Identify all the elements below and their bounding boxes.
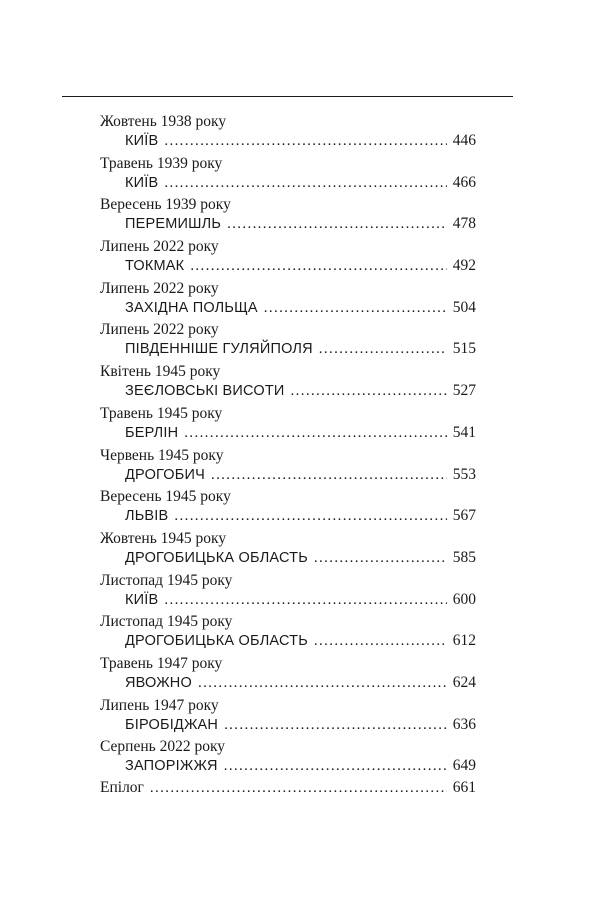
toc-entry-page: 567 [452,507,476,525]
toc-entry[interactable] [100,154,476,196]
leader-dots [264,298,447,318]
toc-entry-date: Липень 2022 року [100,321,219,339]
table-of-contents [100,112,476,799]
toc-entry[interactable] [100,362,476,404]
leader-dots [174,506,446,526]
toc-entry-date: Вересень 1945 року [100,488,231,506]
toc-entry-line [125,756,476,776]
toc-entry-date: Вересень 1939 року [100,196,231,214]
leader-dots [184,423,446,443]
toc-entry-line [125,715,476,735]
toc-entry-date: Червень 1945 року [100,446,224,464]
toc-entry-date: Серпень 2022 року [100,738,226,756]
leader-dots [164,131,446,151]
leader-dots [314,631,447,651]
toc-epilogue-page: 661 [452,779,476,796]
toc-entry-place: ЯВОЖНО [125,674,192,691]
toc-entry-line [125,381,476,401]
toc-entry-line [125,423,476,443]
toc-entry-page: 478 [452,215,476,233]
toc-entry-place: БІРОБІДЖАН [125,716,219,733]
leader-dots [227,214,447,234]
toc-entry[interactable] [100,404,476,446]
toc-entry-date: Жовтень 1938 року [100,113,227,130]
leader-dots [190,256,446,276]
toc-entry-page: 624 [452,673,476,691]
toc-entry-place: ДРОГОБИЦЬКА ОБЛАСТЬ [125,549,308,566]
toc-entry-line [125,339,476,359]
toc-entry-place: ПЕРЕМИШЛЬ [125,216,222,233]
toc-entry-date: Листопад 1945 року [100,613,233,631]
leader-dots [224,715,447,735]
leader-dots [198,673,447,693]
toc-entry-page: 527 [452,382,476,400]
toc-epilogue-label: Епілог [100,779,144,796]
toc-entry-place: ЗАХІДНА ПОЛЬЩА [125,299,258,316]
toc-entry[interactable] [100,195,476,237]
toc-entry-line [125,214,476,234]
toc-entry-page: 649 [452,757,476,775]
toc-entry-page: 515 [452,340,476,358]
toc-entry-place: ДРОГОБИЦЬКА ОБЛАСТЬ [125,633,308,650]
toc-entry[interactable] [100,487,476,529]
toc-entry[interactable] [100,696,476,738]
toc-entry[interactable] [100,571,476,613]
toc-entry[interactable] [100,237,476,279]
toc-entry-date: Липень 2022 року [100,279,219,297]
toc-entry-date: Листопад 1945 року [100,571,233,589]
toc-entry[interactable] [100,446,476,488]
toc-entry[interactable] [100,279,476,321]
leader-dots [314,548,447,568]
toc-entry-line [125,590,476,610]
toc-entry-page: 612 [452,632,476,650]
toc-entry[interactable] [100,112,476,154]
toc-entry-line [125,131,476,151]
leader-dots [211,465,447,485]
leader-dots [164,590,446,610]
toc-entry-page: 446 [452,132,476,149]
toc-entry-line [125,673,476,693]
toc-entry-page: 504 [452,298,476,316]
toc-entry-line [125,298,476,318]
toc-entry-date: Квітень 1945 року [100,363,221,381]
toc-entry-page: 466 [452,173,476,191]
toc-entry-place: ТОКМАК [125,258,185,275]
toc-entry-place: ДРОГОБИЧ [125,466,205,483]
toc-epilogue[interactable] [100,777,476,799]
toc-entry-place: ЗАПОРІЖЖЯ [125,758,218,775]
toc-entry-date: Липень 2022 року [100,238,219,256]
toc-entry-place: ЛЬВІВ [125,508,169,525]
toc-entry-date: Травень 1939 року [100,154,223,172]
toc-entry-page: 585 [452,548,476,566]
toc-entry[interactable] [100,612,476,654]
toc-entry[interactable] [100,529,476,571]
toc-entry-place: КИЇВ [125,133,159,149]
leader-dots [319,339,447,359]
toc-entry-line [125,465,476,485]
toc-entry-date: Травень 1945 року [100,404,223,422]
header-rule [62,96,513,97]
toc-entry-line [125,631,476,651]
toc-entry-place: КИЇВ [125,174,159,191]
toc-entry-date: Липень 1947 року [100,696,219,714]
toc-entry[interactable] [100,737,476,779]
toc-entry-line [125,506,476,526]
toc-entry-place: БЕРЛІН [125,424,179,441]
toc-entry-place: ЗЕЄЛОВСЬКІ ВИСОТИ [125,383,285,400]
toc-entry-place: ПІВДЕННІШЕ ГУЛЯЙПОЛЯ [125,341,313,358]
toc-entry-place: КИЇВ [125,591,159,608]
toc-entry-line [125,173,476,193]
toc-entry-page: 600 [452,590,476,608]
leader-dots [150,777,447,799]
toc-entry-page: 553 [452,465,476,483]
toc-entry-page: 492 [452,257,476,275]
toc-entry-date: Травень 1947 року [100,654,223,672]
leader-dots [224,756,447,776]
leader-dots [291,381,447,401]
toc-entry-date: Жовтень 1945 року [100,529,227,547]
toc-entry-line [125,548,476,568]
toc-entry-page: 541 [452,423,476,441]
toc-entry-line [125,256,476,276]
toc-entry[interactable] [100,654,476,696]
toc-entry[interactable] [100,320,476,362]
leader-dots [164,173,446,193]
toc-entry-page: 636 [452,715,476,733]
